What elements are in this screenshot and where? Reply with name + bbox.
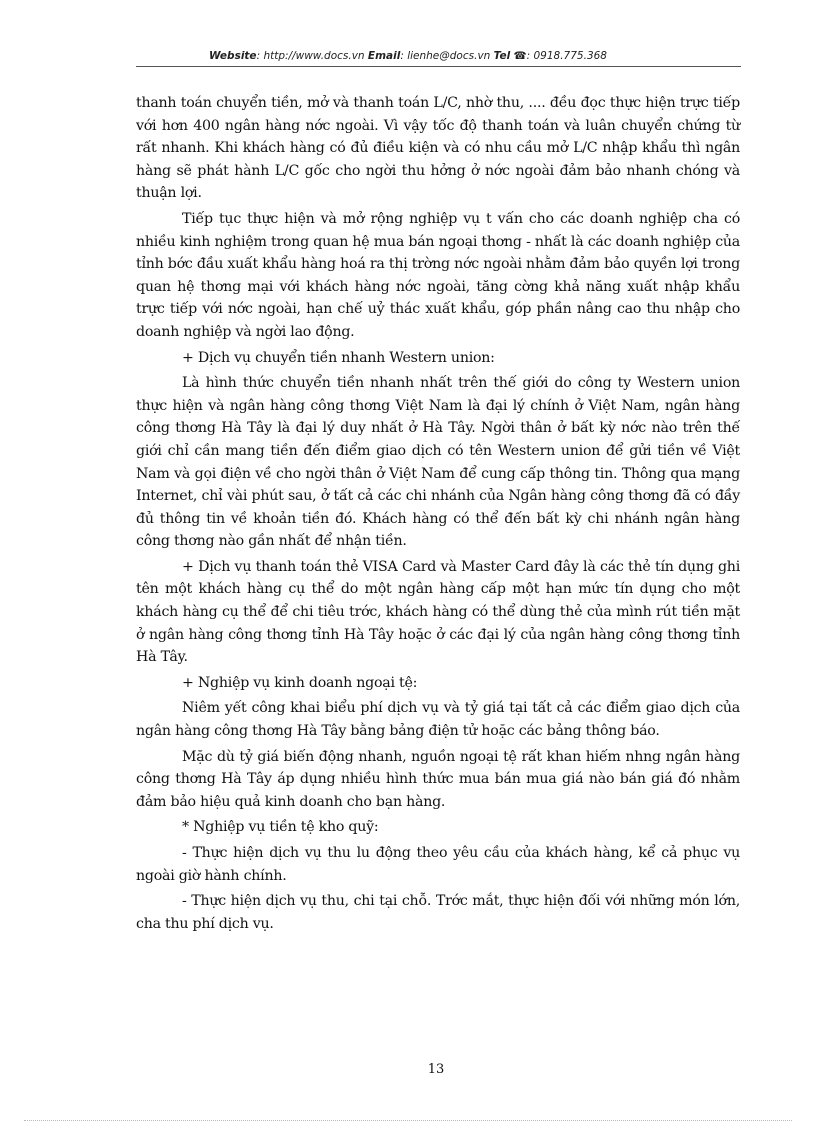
website-url[interactable]: : http://www.docs.vn bbox=[256, 50, 365, 62]
tel-value: : 0918.775.368 bbox=[526, 50, 607, 62]
paragraph: - Thực hiện dịch vụ thu lu động theo yêu cầu của khách hàng, kể cả phục vụ ngoài giờ hành chính. bbox=[136, 845, 740, 884]
email-label: Email bbox=[367, 50, 401, 62]
page-bottom-border bbox=[24, 1120, 792, 1121]
paragraph: + Dịch vụ thanh toán thẻ VISA Card và Master Card đây là các thẻ tín dụng ghi tên một khách hàng cụ thể do một ngân hàng cấp một hạn mức tín dụng cho một khách hàng cụ thể để chi tiêu trớc, khách hàng có thể dùng thẻ của mình rút tiền mặt ở ngân hàng công thơng tỉnh Hà Tây hoặc ở các đại lý của ngân hàng công thơng tỉnh Hà Tây. bbox=[136, 558, 740, 666]
paragraph: - Thực hiện dịch vụ thu, chi tại chỗ. Trớc mắt, thực hiện đối với những món lớn, cha thu phí dịch vụ. bbox=[136, 893, 740, 932]
page-number: 13 bbox=[427, 1062, 445, 1077]
document-body bbox=[136, 92, 740, 938]
website-label: Website bbox=[209, 50, 257, 62]
paragraph: Tiếp tục thực hiện và mở rộng nghiệp vụ t vấn cho các doanh nghiệp cha có nhiều kinh nghiệm trong quan hệ mua bán ngoại thơng - nhất là các doanh nghiệp của tỉnh bớc đầu xuất khẩu hàng hoá ra thị trờng nớc ngoài nhằm đảm bảo quyền lợi trong quan hệ thơng mại với khách hàng nớc ngoài, tăng cờng khả năng xuất nhập khẩu trực tiếp với nớc ngoài, hạn chế uỷ thác xuất khẩu, góp phần nâng cao thu nhập cho doanh nghiệp và ngời lao động. bbox=[136, 210, 740, 340]
email-value[interactable]: : lienhe@docs.vn bbox=[400, 50, 491, 62]
page-header bbox=[0, 50, 816, 62]
paragraph: * Nghiệp vụ tiền tệ kho quỹ: bbox=[182, 819, 379, 836]
tel-label: Tel bbox=[493, 50, 511, 62]
paragraph: Niêm yết công khai biểu phí dịch vụ và tỷ giá tại tất cả các điểm giao dịch của ngân hàng công thơng Hà Tây bằng bảng điện tử hoặc các bảng thông báo. bbox=[136, 700, 740, 740]
paragraph: thanh toán chuyển tiền, mở và thanh toán L/C, nhờ thu, .... đều đọc thực hiện trực tiếp với hơn 400 ngân hàng nớc ngoài. Vì vậy tốc độ thanh toán và luân chuyển chứng từ rất nhanh. Khi khách hàng có đủ điều kiện và có nhu cầu mở L/C nhập khẩu thì ngân hàng sẽ phát hành L/C gốc cho ngời thu hởng ở nớc ngoài đảm bảo nhanh chóng và thuận lợi. bbox=[136, 95, 740, 202]
phone-icon: ☎ bbox=[513, 50, 527, 62]
header-divider bbox=[136, 66, 741, 67]
paragraph: + Nghiệp vụ kinh doanh ngoại tệ: bbox=[182, 674, 418, 691]
paragraph: Là hình thức chuyển tiền nhanh nhất trên thế giới do công ty Western union thực hiện và ngân hàng công thơng Việt Nam là đại lý chính ở Việt Nam, ngân hàng công thơng Hà Tây là đại lý duy nhất ở Hà Tây. Ngời thân ở bất kỳ nớc nào trên thế giới chỉ cần mang tiền đến điểm giao dịch có tên Western union để gửi tiền về Việt Nam và gọi điện về cho ngời thân ở Việt Nam để cung cấp thông tin. Thông qua mạng Internet, chỉ vài phút sau, ở tất cả các chi nhánh của Ngân hàng công thơng đã có đầy đủ thông tin về khoản tiền đó. Khách hàng có thể đến bất kỳ chi nhánh ngân hàng công thơng nào gần nhất để nhận tiền. bbox=[136, 375, 740, 550]
paragraph: Mặc dù tỷ giá biến động nhanh, nguồn ngoại tệ rất khan hiếm nhng ngân hàng công thơng Hà Tây áp dụng nhiều hình thức mua bán mua giá nào bán giá đó nhằm đảm bảo hiệu quả kinh doanh cho bạn hàng. bbox=[136, 748, 740, 810]
paragraph: + Dịch vụ chuyển tiền nhanh Western union: bbox=[182, 349, 495, 366]
